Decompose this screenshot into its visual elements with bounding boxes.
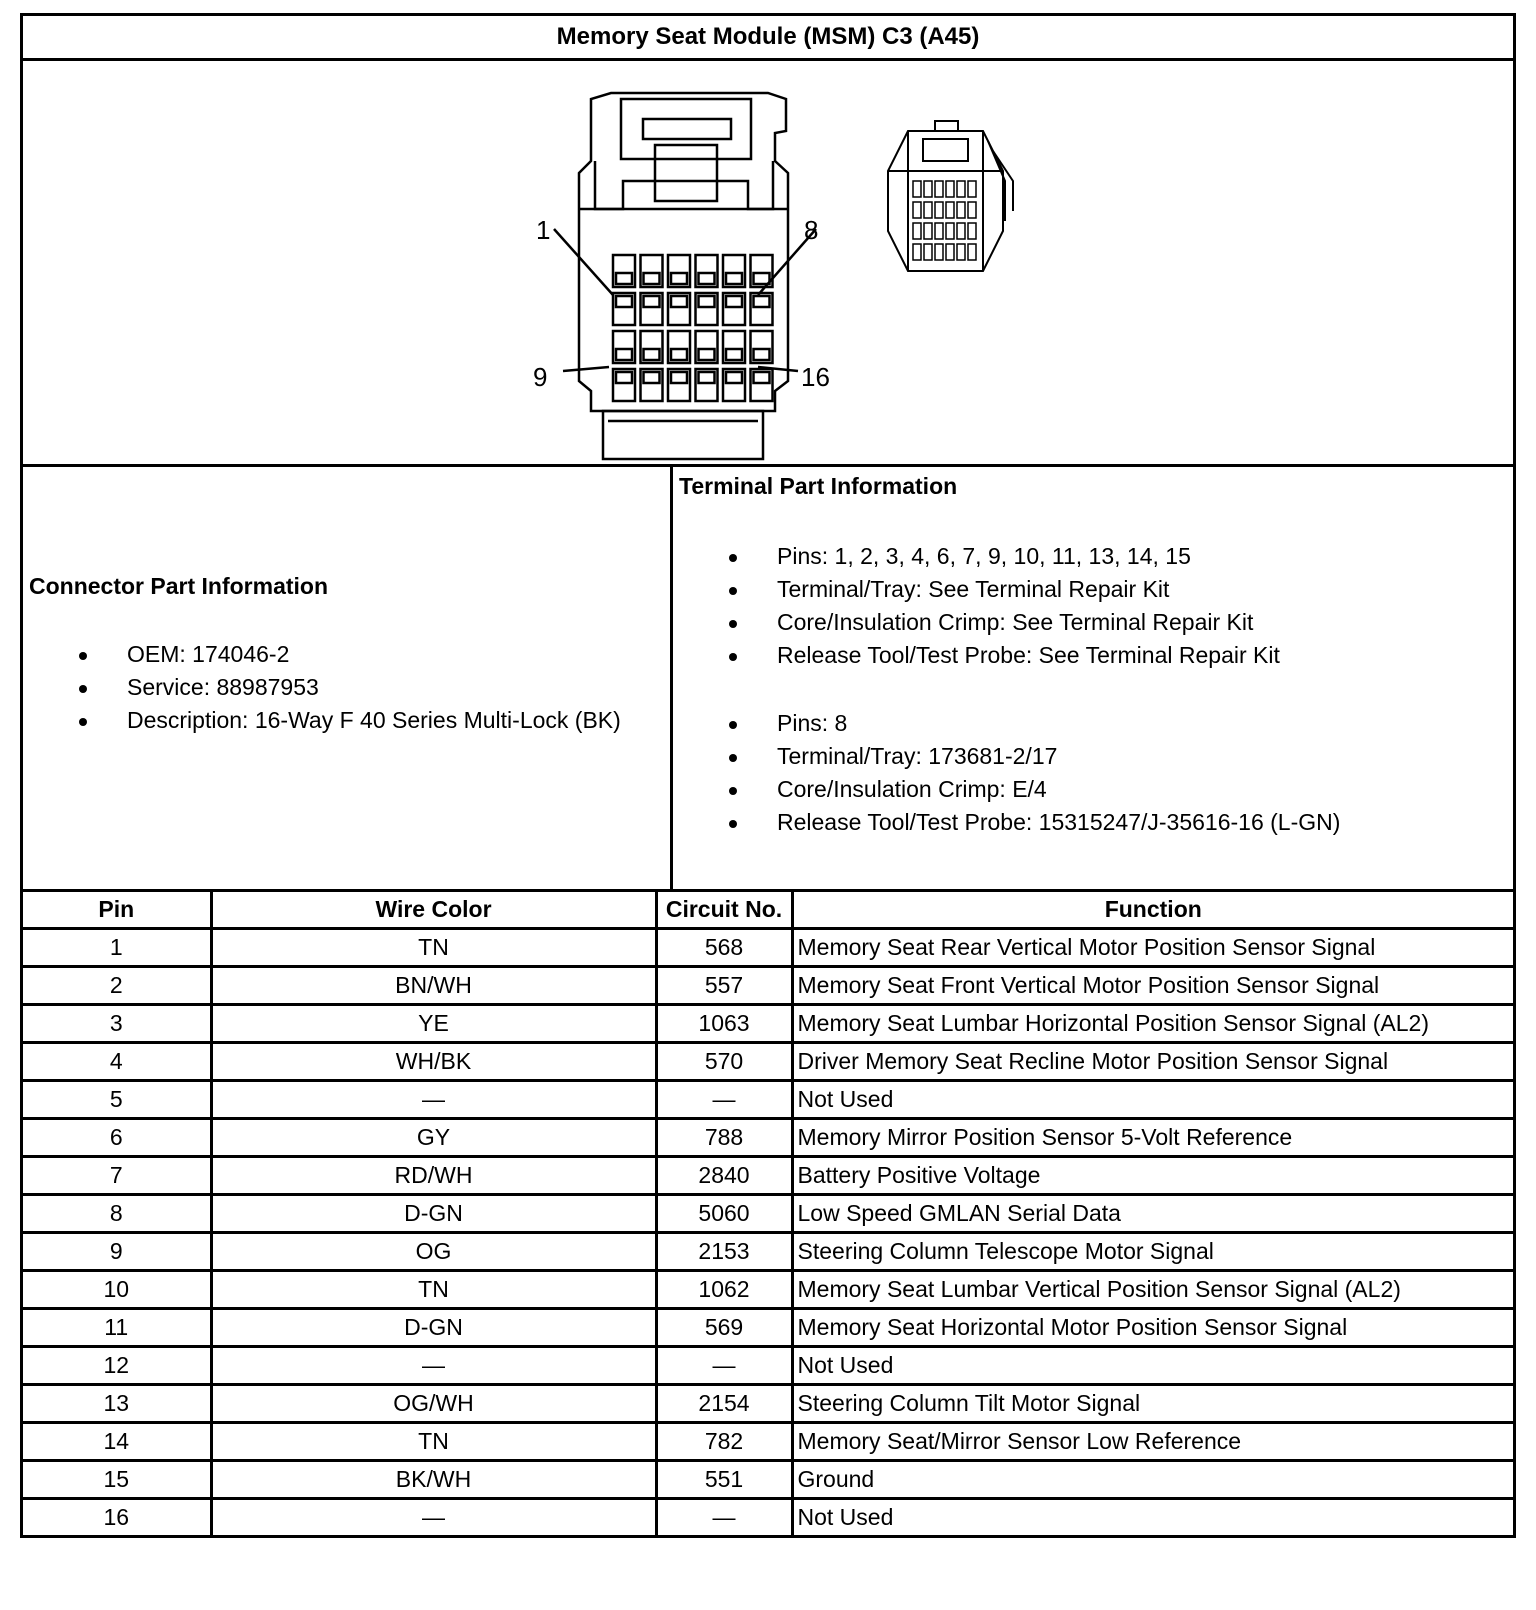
cell-wire-color: BK/WH <box>211 1461 656 1499</box>
cell-circuit-no: — <box>656 1499 792 1536</box>
cell-function: Memory Seat Lumbar Vertical Position Sensor Signal (AL2) <box>792 1271 1513 1309</box>
list-item-text: Terminal/Tray: 173681-2/17 <box>777 743 1058 769</box>
cell-circuit-no: 2154 <box>656 1385 792 1423</box>
cavity-terminal <box>644 349 660 360</box>
iso-cavity <box>924 223 932 239</box>
cell-function: Driver Memory Seat Recline Motor Position Sensor Signal <box>792 1043 1513 1081</box>
cell-circuit-no: 568 <box>656 929 792 967</box>
bullet-icon <box>79 718 87 726</box>
list-item <box>777 806 1340 839</box>
table-row <box>23 1233 1513 1271</box>
terminal-list-2 <box>777 707 1340 839</box>
cell-wire-color: — <box>211 1499 656 1536</box>
connector-sheet <box>20 13 1516 1538</box>
connector-list <box>127 638 621 737</box>
table-row <box>23 1043 1513 1081</box>
cavity-terminal <box>754 349 770 360</box>
cavity-terminal <box>644 273 660 284</box>
cell-wire-color: TN <box>211 929 656 967</box>
connector-heading: Connector Part Information <box>29 573 329 599</box>
cavity-grid <box>613 255 773 401</box>
bullet-icon <box>79 685 87 693</box>
list-item <box>777 773 1340 806</box>
cell-circuit-no: 570 <box>656 1043 792 1081</box>
cell-function: Low Speed GMLAN Serial Data <box>792 1195 1513 1233</box>
list-item-text: Terminal/Tray: See Terminal Repair Kit <box>777 576 1170 602</box>
cell-function: Memory Mirror Position Sensor 5-Volt Reference <box>792 1119 1513 1157</box>
pin-label-9: 9 <box>533 362 548 392</box>
cell-wire-color: D-GN <box>211 1309 656 1347</box>
header-wire-color: Wire Color <box>211 892 656 929</box>
table-row <box>23 1157 1513 1195</box>
bullet-icon <box>729 787 737 795</box>
table-row <box>23 1271 1513 1309</box>
list-item <box>127 638 621 671</box>
cell-wire-color: BN/WH <box>211 967 656 1005</box>
iso-cavity <box>935 244 943 260</box>
cell-function: Not Used <box>792 1081 1513 1119</box>
cell-circuit-no: 557 <box>656 967 792 1005</box>
cavity-terminal <box>671 273 687 284</box>
iso-cavity <box>913 223 921 239</box>
iso-cavity <box>924 244 932 260</box>
bullet-icon <box>729 653 737 661</box>
header-function: Function <box>792 892 1513 929</box>
table-header-row <box>23 892 1513 929</box>
cell-circuit-no: 1063 <box>656 1005 792 1043</box>
cavity-terminal <box>671 296 687 307</box>
cell-circuit-no: 2840 <box>656 1157 792 1195</box>
cell-function: Ground <box>792 1461 1513 1499</box>
cell-pin: 12 <box>23 1347 211 1385</box>
pinout-table <box>23 892 1513 1535</box>
table-row <box>23 1499 1513 1536</box>
table-row <box>23 967 1513 1005</box>
cell-pin: 14 <box>23 1423 211 1461</box>
iso-cavity <box>913 202 921 218</box>
cell-wire-color: WH/BK <box>211 1043 656 1081</box>
iso-cavity <box>968 202 976 218</box>
cavity-terminal <box>644 372 660 383</box>
list-item-text: Pins: 1, 2, 3, 4, 6, 7, 9, 10, 11, 13, 14, 15 <box>777 543 1191 569</box>
cell-pin: 10 <box>23 1271 211 1309</box>
table-row <box>23 1461 1513 1499</box>
table-row <box>23 1195 1513 1233</box>
cell-pin: 1 <box>23 929 211 967</box>
cell-wire-color: YE <box>211 1005 656 1043</box>
page-title: Memory Seat Module (MSM) C3 (A45) <box>23 16 1513 61</box>
cavity-terminal <box>699 372 715 383</box>
iso-cavity-grid <box>913 181 976 260</box>
cavity-terminal <box>671 372 687 383</box>
cavity-terminal <box>699 273 715 284</box>
cell-pin: 13 <box>23 1385 211 1423</box>
iso-cavity <box>968 244 976 260</box>
terminal-part-info <box>673 467 1513 889</box>
iso-cavity <box>935 181 943 197</box>
cavity-terminal <box>699 349 715 360</box>
iso-cavity <box>924 181 932 197</box>
iso-cavity <box>957 202 965 218</box>
iso-cavity <box>935 202 943 218</box>
connector-part-info <box>23 467 673 889</box>
table-row <box>23 1423 1513 1461</box>
cavity-terminal <box>726 296 742 307</box>
cavity-terminal <box>616 372 632 383</box>
list-item-text: Pins: 8 <box>777 710 848 736</box>
table-row <box>23 1081 1513 1119</box>
iso-cavity <box>957 181 965 197</box>
part-information <box>23 467 1513 892</box>
bullet-icon <box>729 721 737 729</box>
connector-figure <box>23 61 1513 467</box>
cell-wire-color: OG <box>211 1233 656 1271</box>
list-item-text: Description: 16-Way F 40 Series Multi-Lock (BK) <box>127 707 621 733</box>
iso-cavity <box>946 244 954 260</box>
cell-wire-color: RD/WH <box>211 1157 656 1195</box>
table-row <box>23 1005 1513 1043</box>
cell-circuit-no: 782 <box>656 1423 792 1461</box>
bullet-icon <box>729 754 737 762</box>
cavity-terminal <box>671 349 687 360</box>
cavity-terminal <box>616 273 632 284</box>
terminal-heading: Terminal Part Information <box>679 473 958 499</box>
cell-circuit-no: 5060 <box>656 1195 792 1233</box>
cell-pin: 3 <box>23 1005 211 1043</box>
table-row <box>23 1119 1513 1157</box>
bullet-icon <box>729 820 737 828</box>
cell-pin: 6 <box>23 1119 211 1157</box>
list-item-text: Core/Insulation Crimp: See Terminal Repair Kit <box>777 609 1254 635</box>
cell-wire-color: D-GN <box>211 1195 656 1233</box>
list-item-text: Release Tool/Test Probe: 15315247/J-35616-16 (L-GN) <box>777 809 1341 835</box>
cell-wire-color: — <box>211 1347 656 1385</box>
cell-function: Steering Column Telescope Motor Signal <box>792 1233 1513 1271</box>
list-item-text: OEM: 174046-2 <box>127 641 290 667</box>
cell-circuit-no: — <box>656 1081 792 1119</box>
list-item <box>127 671 621 704</box>
cell-wire-color: TN <box>211 1423 656 1461</box>
table-row <box>23 1309 1513 1347</box>
iso-cavity <box>913 244 921 260</box>
cell-circuit-no: 2153 <box>656 1233 792 1271</box>
cell-function: Memory Seat Horizontal Motor Position Sensor Signal <box>792 1309 1513 1347</box>
iso-cavity <box>957 244 965 260</box>
bullet-icon <box>729 620 737 628</box>
pin-label-1: 1 <box>536 215 551 245</box>
cell-pin: 9 <box>23 1233 211 1271</box>
bullet-icon <box>729 554 737 562</box>
cell-function: Not Used <box>792 1499 1513 1536</box>
cell-pin: 5 <box>23 1081 211 1119</box>
cavity-terminal <box>726 372 742 383</box>
iso-cavity <box>946 202 954 218</box>
cavity-terminal <box>616 349 632 360</box>
cell-pin: 4 <box>23 1043 211 1081</box>
table-row <box>23 1385 1513 1423</box>
list-item <box>127 704 621 737</box>
cell-function: Steering Column Tilt Motor Signal <box>792 1385 1513 1423</box>
list-item-text: Release Tool/Test Probe: See Terminal Repair Kit <box>777 642 1280 668</box>
bullet-icon <box>729 587 737 595</box>
cavity-terminal <box>616 296 632 307</box>
cell-pin: 8 <box>23 1195 211 1233</box>
cavity-terminal <box>726 273 742 284</box>
table-row <box>23 1347 1513 1385</box>
iso-cavity <box>924 202 932 218</box>
table-row <box>23 929 1513 967</box>
connector-bottom-skirt <box>603 411 763 459</box>
cavity-terminal <box>754 296 770 307</box>
pin-label-16: 16 <box>801 362 830 392</box>
pin-label-8: 8 <box>804 215 819 245</box>
iso-cavity <box>957 223 965 239</box>
cell-wire-color: — <box>211 1081 656 1119</box>
iso-cavity <box>968 181 976 197</box>
list-item <box>777 573 1280 606</box>
cell-circuit-no: 1062 <box>656 1271 792 1309</box>
header-circuit-no: Circuit No. <box>656 892 792 929</box>
list-item <box>777 707 1340 740</box>
cell-wire-color: OG/WH <box>211 1385 656 1423</box>
list-item <box>777 540 1280 573</box>
cavity-terminal <box>726 349 742 360</box>
iso-cavity <box>946 223 954 239</box>
list-item <box>777 606 1280 639</box>
list-item-text: Core/Insulation Crimp: E/4 <box>777 776 1047 802</box>
list-item <box>777 639 1280 672</box>
list-item <box>777 740 1340 773</box>
cell-wire-color: GY <box>211 1119 656 1157</box>
iso-cavity <box>946 181 954 197</box>
iso-cavity <box>968 223 976 239</box>
iso-cavity <box>935 223 943 239</box>
cell-function: Memory Seat Lumbar Horizontal Position Sensor Signal (AL2) <box>792 1005 1513 1043</box>
cavity-terminal <box>644 296 660 307</box>
cell-function: Memory Seat Rear Vertical Motor Position Sensor Signal <box>792 929 1513 967</box>
cell-pin: 7 <box>23 1157 211 1195</box>
cell-wire-color: TN <box>211 1271 656 1309</box>
cell-function: Not Used <box>792 1347 1513 1385</box>
bullet-icon <box>79 652 87 660</box>
cell-circuit-no: — <box>656 1347 792 1385</box>
cell-circuit-no: 551 <box>656 1461 792 1499</box>
terminal-list-1 <box>777 540 1280 672</box>
cavity-terminal <box>699 296 715 307</box>
cell-pin: 16 <box>23 1499 211 1536</box>
cell-circuit-no: 569 <box>656 1309 792 1347</box>
header-pin: Pin <box>23 892 211 929</box>
cell-circuit-no: 788 <box>656 1119 792 1157</box>
cell-pin: 2 <box>23 967 211 1005</box>
cell-pin: 15 <box>23 1461 211 1499</box>
cavity-terminal <box>754 372 770 383</box>
cavity-terminal <box>754 273 770 284</box>
connector-drawing <box>23 61 1513 464</box>
connector-iso-view <box>888 121 1013 271</box>
cell-function: Memory Seat/Mirror Sensor Low Reference <box>792 1423 1513 1461</box>
cell-function: Memory Seat Front Vertical Motor Position Sensor Signal <box>792 967 1513 1005</box>
iso-cavity <box>913 181 921 197</box>
list-item-text: Service: 88987953 <box>127 674 319 700</box>
cell-pin: 11 <box>23 1309 211 1347</box>
cell-function: Battery Positive Voltage <box>792 1157 1513 1195</box>
